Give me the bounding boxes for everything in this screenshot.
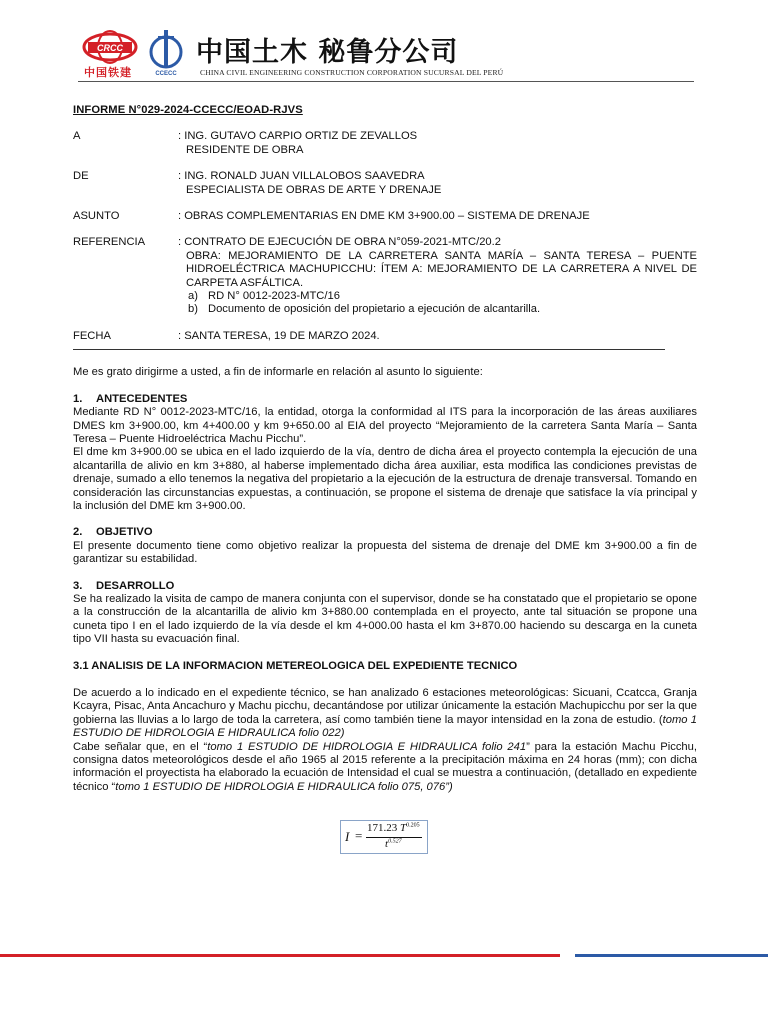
citation: tomo 1 ESTUDIO DE HIDROLOGIA E HIDRAULICA folio 022) <box>73 713 697 740</box>
reference-item <box>178 290 697 303</box>
date-row <box>73 330 697 343</box>
section-3-title: DESARROLLO <box>96 579 175 592</box>
reference-item-marker: b) <box>188 303 198 316</box>
ccecc-logo <box>146 28 186 78</box>
ccecc-logo-text: CCECC <box>155 71 177 77</box>
section-2-heading <box>73 526 697 539</box>
report-body <box>73 104 697 794</box>
report-number: INFORME N°029-2024-CCECC/EOAD-RJVS <box>73 104 303 116</box>
equation-coefficient: 171.23 <box>367 822 398 834</box>
intensity-equation <box>340 820 428 854</box>
footer-blue-stripe <box>575 954 768 957</box>
equation-lhs: I <box>345 829 350 844</box>
section-2-paragraph: El presente documento tiene como objetivo realizar la propuesta del sistema de drenaje del DME km 3+900.00 a fin de garantizar su estabilidad. <box>73 539 697 566</box>
section-1-body <box>73 406 697 513</box>
section-3-heading <box>73 580 697 593</box>
equation-equals: = <box>355 828 363 843</box>
text-run: De acuerdo a lo indicado en el expediente técnico, se han analizado 6 estaciones meteorológicas: Sicuani, Ccatcca, Granja Kcayra, Pisac, Anta Ancachuro y Machu picchu, decantándose por utilizar únicamente la estación Machupicchu por ser la que gobierna las lluvias a lo largo de toda la carretera, así como también tiene la mayor intensidad en la zona de estudio. ( <box>73 687 697 726</box>
header-separator <box>73 349 665 350</box>
text-run: Cabe señalar que, en el “ <box>73 740 208 753</box>
company-english-name: CHINA CIVIL ENGINEERING CONSTRUCTION CORPORATION SUCURSAL DEL PERÚ <box>200 68 504 77</box>
text-run: ” para la estación Machu Picchu, consigna datos meteorológicos desde el año 1965 al 2015 referente a la precipitación máxima en 24 horas (mm); con dicha información el proyectista ha elaborado la ecuación de Intensidad el cual se muestra a continuación, (detallado en expediente técnico “ <box>73 740 697 793</box>
section-1-title: ANTECEDENTES <box>96 392 188 405</box>
section-3-paragraph: Se ha realizado la visita de campo de manera conjunta con el supervisor, donde se ha constatado que el propietario se opone a la construcción de la alcantarilla de alivio km 3+880.00 contemplada en el proyecto, ante tal situación se propone una cuneta tipo I en el lado izquierdo de la vía desde el km 4+000.00 hasta el km 3+870.00 haciendo su descarga en la cuneta tipo VII hasta su evacuación final. <box>73 592 697 646</box>
reference-row <box>73 236 697 316</box>
equation-T-exponent: 0.205 <box>406 822 420 829</box>
subject-label: ASUNTO <box>73 210 120 223</box>
section-3-1-paragraph-1 <box>73 687 697 741</box>
crcc-logo-text: CRCC <box>97 43 123 53</box>
reference-label: REFERENCIA <box>73 236 146 249</box>
header-divider <box>78 81 694 82</box>
section-3-1-paragraph-2 <box>73 741 697 795</box>
company-chinese-name: 中国土木 秘鲁分公司 <box>196 37 459 68</box>
equation-t-exponent: 0.527 <box>388 838 402 845</box>
reference-contract: : CONTRATO DE EJECUCIÓN DE OBRA N°059-2021-MTC/20.2 <box>178 236 501 249</box>
from-row <box>73 170 697 197</box>
section-1-number: 1. <box>73 392 83 405</box>
from-label: DE <box>73 170 89 183</box>
subject-row <box>73 210 697 223</box>
section-1-paragraph: Mediante RD N° 0012-2023-MTC/16, la entidad, otorga la conformidad al ITS para la incorporación de las áreas auxiliares DMES km 3+900.00, km 4+400.00 y km 9+650.00 al EIA del proyecto “Mejoramiento de la carretera Santa María – Santa Teresa – Puente Hidroeléctrica Machu Picchu”. <box>73 406 697 445</box>
section-2-title: OBJETIVO <box>96 526 153 539</box>
citation: tomo 1 ESTUDIO DE HIDROLOGIA E HIDRAULICA folio 241 <box>207 740 527 753</box>
equation-t: t <box>385 838 389 850</box>
reference-item <box>178 303 697 316</box>
to-role: RESIDENTE DE OBRA <box>186 143 304 156</box>
citation: tomo 1 ESTUDIO DE HIDROLOGIA E HIDRAULICA folio 075, 076”) <box>115 780 453 793</box>
from-name: : ING. RONALD JUAN VILLALOBOS SAAVEDRA <box>178 170 425 183</box>
crcc-chinese-name: 中国铁建 <box>84 66 132 79</box>
section-1-heading <box>73 393 697 406</box>
letterhead <box>78 26 694 82</box>
intro-paragraph: Me es grato dirigirme a usted, a fin de informarle en relación al asunto lo siguiente: <box>73 366 483 379</box>
footer-red-stripe <box>0 954 560 957</box>
equation-T: T <box>400 822 407 834</box>
to-label: A <box>73 130 81 143</box>
section-3-1-heading: 3.1 ANALISIS DE LA INFORMACION METEREOLOGICA DEL EXPEDIENTE TECNICO <box>73 659 518 672</box>
section-2-number: 2. <box>73 526 83 539</box>
equation-denominator <box>385 838 402 850</box>
reference-item-text: Documento de oposición del propietario a ejecución de alcantarilla. <box>208 303 541 316</box>
reference-obra: OBRA: MEJORAMIENTO DE LA CARRETERA SANTA MARÍA – SANTA TERESA – PUENTE HIDROELÉCTRICA MACHUPICCHU: ÍTEM A: MEJORAMIENTO DE LA CARRETERA A NIVEL DE CARPETA ASFÁLTICA. <box>186 249 697 289</box>
equation-numerator <box>367 822 420 834</box>
date-value: : SANTA TERESA, 19 DE MARZO 2024. <box>178 329 380 342</box>
subject-value: : OBRAS COMPLEMENTARIAS EN DME KM 3+900.00 – SISTEMA DE DRENAJE <box>178 210 590 223</box>
to-name: : ING. GUTAVO CARPIO ORTIZ DE ZEVALLOS <box>178 130 418 143</box>
reference-item-text: RD N° 0012-2023-MTC/16 <box>208 290 340 303</box>
to-row <box>73 130 697 157</box>
from-role: ESPECIALISTA DE OBRAS DE ARTE Y DRENAJE <box>186 183 442 196</box>
reference-item-marker: a) <box>188 290 198 303</box>
section-1-paragraph: El dme km 3+900.00 se ubica en el lado izquierdo de la vía, dentro de dicha área el proyecto contempla la ejecución de una alcantarilla de alivio en km 3+880, al haberse implementado dicha área auxiliar, esta modifica las condiciones previstas de drenaje, sumado a ello tenemos la negativa del propietario a la ejecución de la estructura de drenaje transversal. Tomando en consideración las circunstancias expuestas, a continuación, se propone el sistema de drenaje que satisface la vía principal y la inclusión del DME km 3+900.00. <box>73 446 697 512</box>
date-label: FECHA <box>73 329 111 342</box>
section-3-number: 3. <box>73 579 83 592</box>
